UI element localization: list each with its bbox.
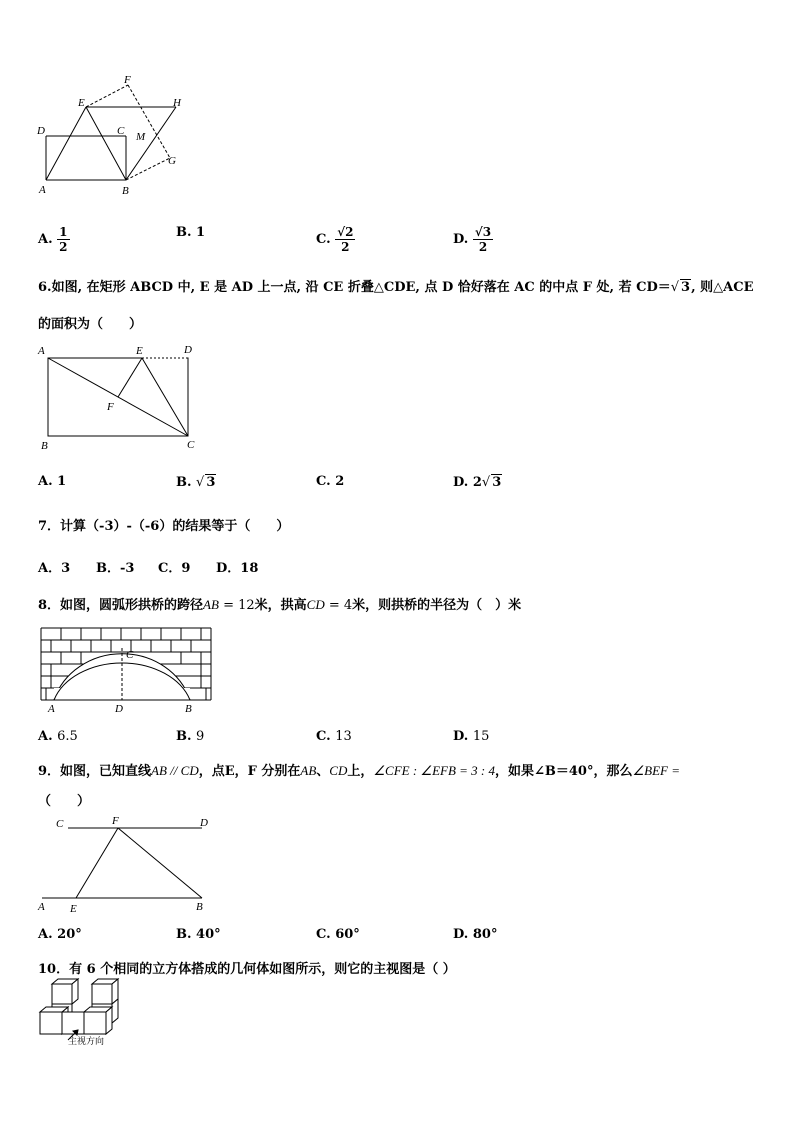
q5-label-f: F [124, 74, 131, 86]
q5-option-a[interactable]: A. $\frac{1}{2}$ [38, 225, 68, 254]
q8-label-d: D [115, 703, 123, 715]
q7-option-a[interactable]: A．3 [38, 561, 71, 576]
q9-option-b[interactable]: B. 40° [176, 927, 221, 942]
q6-figure [34, 340, 204, 455]
q9-label-e: E [70, 903, 77, 915]
q7-question: 7．计算（-3）-（-6）的结果等于（ ） [38, 519, 290, 534]
q5-label-b: B [122, 185, 129, 197]
q5-label-g: G [168, 155, 176, 167]
q9-option-a[interactable]: A. 20° [38, 927, 82, 942]
q9-option-c[interactable]: C. 60° [316, 927, 360, 942]
q5-label-c: C [117, 125, 125, 137]
q6-label-c: C [187, 439, 195, 451]
q5-label-d: D [37, 125, 45, 137]
q6-option-a[interactable]: A. 1 [38, 474, 67, 489]
q5-label-h: H [173, 97, 181, 109]
q7-option-b[interactable]: B．-3 [96, 561, 135, 576]
q6-label-e: E [136, 345, 143, 357]
q8-option-a[interactable]: A. 6.5 [38, 729, 78, 744]
q6-option-d[interactable]: D. 2√ 3 [453, 475, 502, 490]
q9-label-a: A [38, 901, 45, 913]
q6-question-line2: 的面积为（ ） [38, 317, 143, 332]
q7-option-d[interactable]: D．18 [216, 561, 259, 576]
q7-option-c[interactable]: C．9 [158, 561, 191, 576]
q9-figure [34, 810, 219, 918]
q9-question-line2: （ ） [38, 794, 91, 809]
q5-figure [30, 72, 190, 200]
q5-label-a: A [39, 184, 46, 196]
q8-label-a: A [48, 703, 55, 715]
q9-option-d[interactable]: D. 80° [453, 927, 498, 942]
q10-cubes-figure [36, 978, 126, 1048]
q8-bridge-figure [38, 624, 218, 716]
q8-question: 8．如图，圆弧形拱桥的跨径AB = 12米，拱高CD = 4米，则拱桥的半径为（ ）米 [38, 597, 522, 613]
q6-label-d: D [184, 344, 192, 356]
q6-label-a: A [38, 345, 45, 357]
q5-option-b[interactable]: B. 1 [176, 225, 206, 240]
q10-question: 10．有 6 个相同的立方体搭成的几何体如图所示，则它的主视图是（ ） [38, 962, 456, 977]
q5-label-e: E [78, 97, 85, 109]
q6-label-f: F [107, 401, 114, 413]
q9-label-f: F [112, 815, 119, 827]
q6-question-line1: 6.如图, 在矩形 ABCD 中, E 是 AD 上一点, 沿 CE 折叠△CDE, 点 D 恰好落在 AC 的中点 F 处, 若 CD＝√ 3, 则△ACE [38, 280, 754, 295]
q8-option-b[interactable]: B. 9 [176, 729, 205, 744]
q8-option-d[interactable]: D. 15 [453, 729, 490, 744]
q5-label-m: M [136, 131, 146, 143]
q5-option-c[interactable]: C. $\frac{√2}{2}$ [316, 225, 354, 254]
q6-label-b: B [41, 440, 48, 452]
q9-label-c: C [56, 818, 64, 830]
q8-option-c[interactable]: C. 13 [316, 729, 352, 744]
q9-question-line1: 9．如图，已知直线AB // CD，点E，F 分别在AB、CD上，∠CFE : ∠EFB = 3 : 4，如果∠B＝40°，那么∠BEF = [38, 763, 680, 779]
q6-option-b[interactable]: B. √ 3 [176, 475, 216, 490]
q6-option-c[interactable]: C. 2 [316, 474, 345, 489]
q9-label-b: B [196, 901, 203, 913]
q9-label-d: D [200, 817, 208, 829]
q5-option-d[interactable]: D. $\frac{√3}{2}$ [453, 225, 492, 254]
q10-caption: 主视方向 [68, 1037, 105, 1047]
q8-label-c: C [126, 649, 134, 661]
q8-label-b: B [185, 703, 192, 715]
